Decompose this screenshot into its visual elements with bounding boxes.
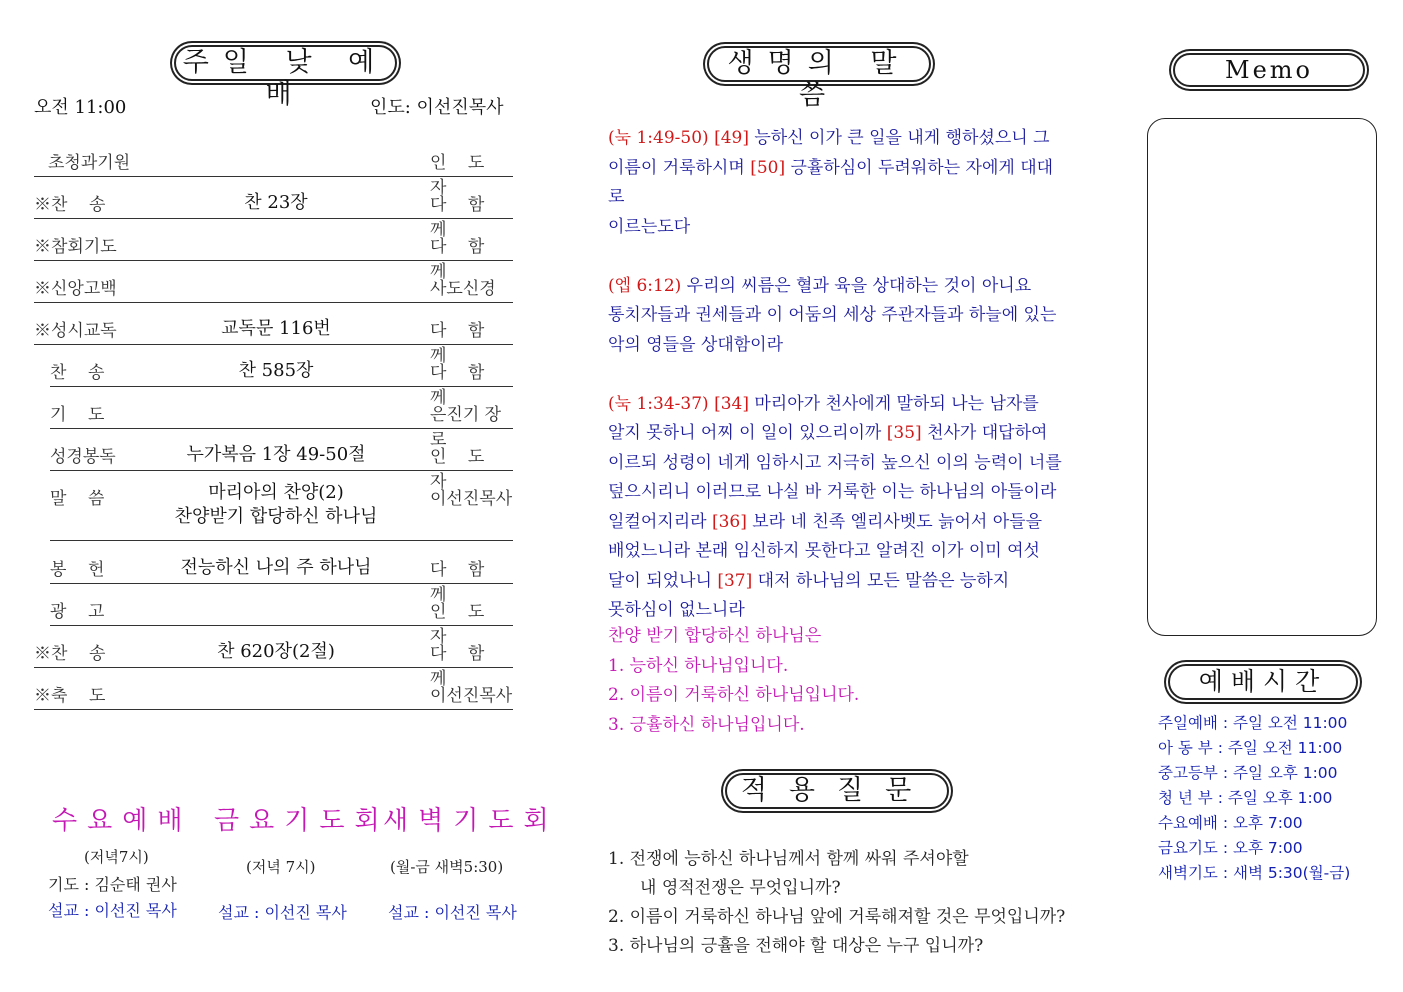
order-label: 봉 헌: [50, 560, 105, 580]
scripture-text: 마리아가 천사에게 말하되 나는 남자를: [748, 393, 1039, 414]
order-row: [34, 302, 513, 366]
verse-number: [49]: [714, 128, 749, 148]
scripture-text: 알지 못하니 어찌 이 일이 있으리이까: [608, 423, 887, 443]
order-label: ※축 도: [34, 686, 106, 706]
scripture-text: 통치자들과 권세들과 이 어둠의 세상 주관자들과 하늘에 있는: [608, 305, 1057, 325]
scripture-text: 일컬어지리라: [608, 511, 712, 532]
order-by: 이선진목사: [430, 686, 513, 706]
schedule-item: 청 년 부 : 주일 오후 1:00: [1158, 789, 1333, 807]
order-row: [50, 386, 513, 450]
verse-number: [34]: [714, 393, 749, 414]
order-by: 다 함 께: [430, 321, 493, 366]
order-label: 광 고: [50, 602, 105, 622]
application-questions-title: 적용질문: [725, 773, 949, 809]
scripture-text: 이름이 거룩하시며: [608, 157, 751, 178]
order-row: [34, 176, 513, 240]
sunday-service-title: 주일 낮 예배: [174, 45, 397, 81]
service-time: 오전 11:00: [34, 97, 127, 118]
order-content: 누가복음 1장 49-50절: [186, 444, 366, 465]
schedule-item: 주일예배 : 주일 오전 11:00: [1158, 714, 1348, 732]
scripture-block: [608, 124, 1068, 626]
scripture-text: 이르되 성령이 네게 임하시고 지극히 높으신 이의 능력이 너를: [608, 452, 1062, 473]
order-by: 인 도 자: [430, 447, 493, 492]
order-label: 말 씀: [50, 489, 105, 509]
order-label: ※참회기도: [34, 237, 117, 257]
order-content: 찬 23장: [244, 192, 308, 213]
scripture-text: 보라 네 친족 엘리사벳도 늙어서 아들을: [746, 511, 1043, 532]
word-of-life-title: 생명의 말씀: [707, 46, 931, 82]
order-row: [50, 541, 513, 605]
order-row: [34, 134, 513, 198]
order-label: ※찬 송: [34, 644, 106, 664]
scripture-text: 못하심이 없느니라: [608, 600, 745, 620]
dawn-preacher: 설교 : 이선진 목사: [388, 903, 517, 922]
order-label: 찬 송: [50, 363, 105, 383]
sermon-point-heading: 찬양 받기 합당하신 하나님은: [608, 626, 822, 646]
wednesday-time: (저녁7시): [84, 848, 149, 866]
memo-box[interactable]: [1147, 118, 1377, 636]
order-row: [50, 428, 513, 492]
order-label: 기 도: [50, 405, 105, 425]
order-content: 찬 620장(2절): [217, 641, 335, 662]
verse-number: [36]: [711, 511, 747, 532]
schedule-item: 수요예배 : 오후 7:00: [1158, 814, 1303, 832]
question-item: 3. 하나님의 긍휼을 전해야 할 대상은 누구 입니까?: [608, 936, 984, 956]
scripture-text: 우리의 씨름은 혈과 육을 상대하는 것이 아니요: [681, 275, 1032, 296]
order-by: 인 도 자: [430, 153, 493, 198]
order-label: ※성시교독: [34, 321, 117, 341]
application-questions: [608, 845, 1065, 961]
friday-preacher: 설교 : 이선진 목사: [218, 903, 347, 922]
order-row: [34, 260, 513, 303]
scripture-text: 긍휼하심이 두려워하는 자에게 대대로: [608, 157, 1054, 207]
scripture-text: 악의 영들을 상대함이라: [608, 334, 784, 355]
order-content: 전능하신 나의 주 하나님: [180, 557, 372, 578]
wednesday-prayer: 기도 : 김순태 권사: [48, 875, 177, 894]
order-row: [34, 625, 513, 689]
wednesday-service-heading: 수요예배: [52, 806, 193, 836]
scripture-text: 덮으시리니 이러므로 나실 바 거룩한 이는 하나님의 아들이라: [608, 482, 1057, 502]
scripture-text: 이르는도다: [608, 216, 691, 237]
order-row: [50, 583, 513, 647]
memo-title: Memo: [1173, 53, 1365, 87]
order-by: 인 도 자: [430, 602, 493, 647]
order-by: 이선진목사: [430, 489, 513, 509]
scripture-ref: (눅 1:34-37): [608, 393, 709, 414]
scripture-text: 배었느니라 본래 임신하지 못한다고 알려진 이가 이미 여섯: [608, 541, 1040, 561]
scripture-text: 능하신 이가 큰 일을 내게 행하셨으니 그: [748, 128, 1050, 148]
scripture-ref: (눅 1:49-50): [608, 128, 709, 148]
scripture-text: 천사가 대답하여: [921, 423, 1048, 443]
verse-number: [50]: [750, 157, 786, 178]
worship-times-title: 예배시간: [1168, 664, 1358, 700]
order-label: ※찬 송: [34, 195, 106, 215]
order-label: 초청과기원: [48, 153, 131, 173]
order-by: 다 함 께: [430, 644, 493, 689]
order-content-subtitle: 찬양받기 합당하신 하나님: [174, 506, 378, 527]
schedule-item: 아 동 부 : 주일 오전 11:00: [1158, 739, 1343, 757]
order-content: 마리아의 찬양(2): [208, 482, 344, 503]
order-row: [50, 344, 513, 408]
sermon-point: 1. 능하신 하나님입니다.: [608, 655, 789, 676]
service-leader: 인도: 이선진목사: [370, 97, 504, 118]
friday-prayer-heading: 금요기도회: [214, 806, 390, 836]
wednesday-preacher: 설교 : 이선진 목사: [48, 901, 177, 920]
scripture-ref: (엡 6:12): [608, 275, 682, 296]
question-item-continued: 내 영적전쟁은 무엇입니까?: [640, 878, 841, 898]
scripture-text: 달이 되었나니: [608, 570, 718, 591]
friday-time: (저녁 7시): [246, 858, 316, 876]
order-by: 다 함 께: [430, 237, 493, 282]
dawn-prayer-heading: 새벽기도회: [383, 806, 559, 836]
sermon-points: [608, 622, 859, 740]
sermon-point: 3. 긍휼하신 하나님입니다.: [608, 714, 805, 735]
scripture-text: 대저 하나님의 모든 말씀은 능하지: [752, 570, 1010, 591]
worship-schedule: [1158, 711, 1350, 886]
verse-number: [35]: [886, 423, 922, 443]
order-by: 은진기 장로: [430, 405, 502, 450]
order-row: [34, 218, 513, 282]
order-by: 다 함 께: [430, 363, 493, 408]
order-row: [34, 667, 513, 710]
verse-number: [37]: [717, 570, 753, 591]
question-item: 2. 이름이 거룩하신 하나님 앞에 거룩해져할 것은 무엇입니까?: [608, 907, 1066, 927]
question-item: 1. 전쟁에 능하신 하나님께서 함께 싸워 주셔야할: [608, 849, 969, 869]
order-content: 찬 585장: [238, 360, 314, 381]
schedule-item: 중고등부 : 주일 오후 1:00: [1158, 764, 1338, 782]
order-by: 다 함 께: [430, 195, 493, 240]
schedule-item: 새벽기도 : 새벽 5:30(월-금): [1158, 864, 1351, 882]
order-row: [50, 470, 513, 541]
order-content: 교독문 116번: [221, 318, 331, 339]
sermon-point: 2. 이름이 거룩하신 하나님입니다.: [608, 685, 860, 705]
order-by: 다 함 께: [430, 560, 493, 605]
dawn-time: (월-금 새벽5:30): [390, 858, 504, 876]
schedule-item: 금요기도 : 오후 7:00: [1158, 839, 1303, 857]
order-label: 성경봉독: [50, 447, 116, 467]
order-by: 사도신경: [430, 279, 496, 299]
order-label: ※신앙고백: [34, 279, 117, 299]
